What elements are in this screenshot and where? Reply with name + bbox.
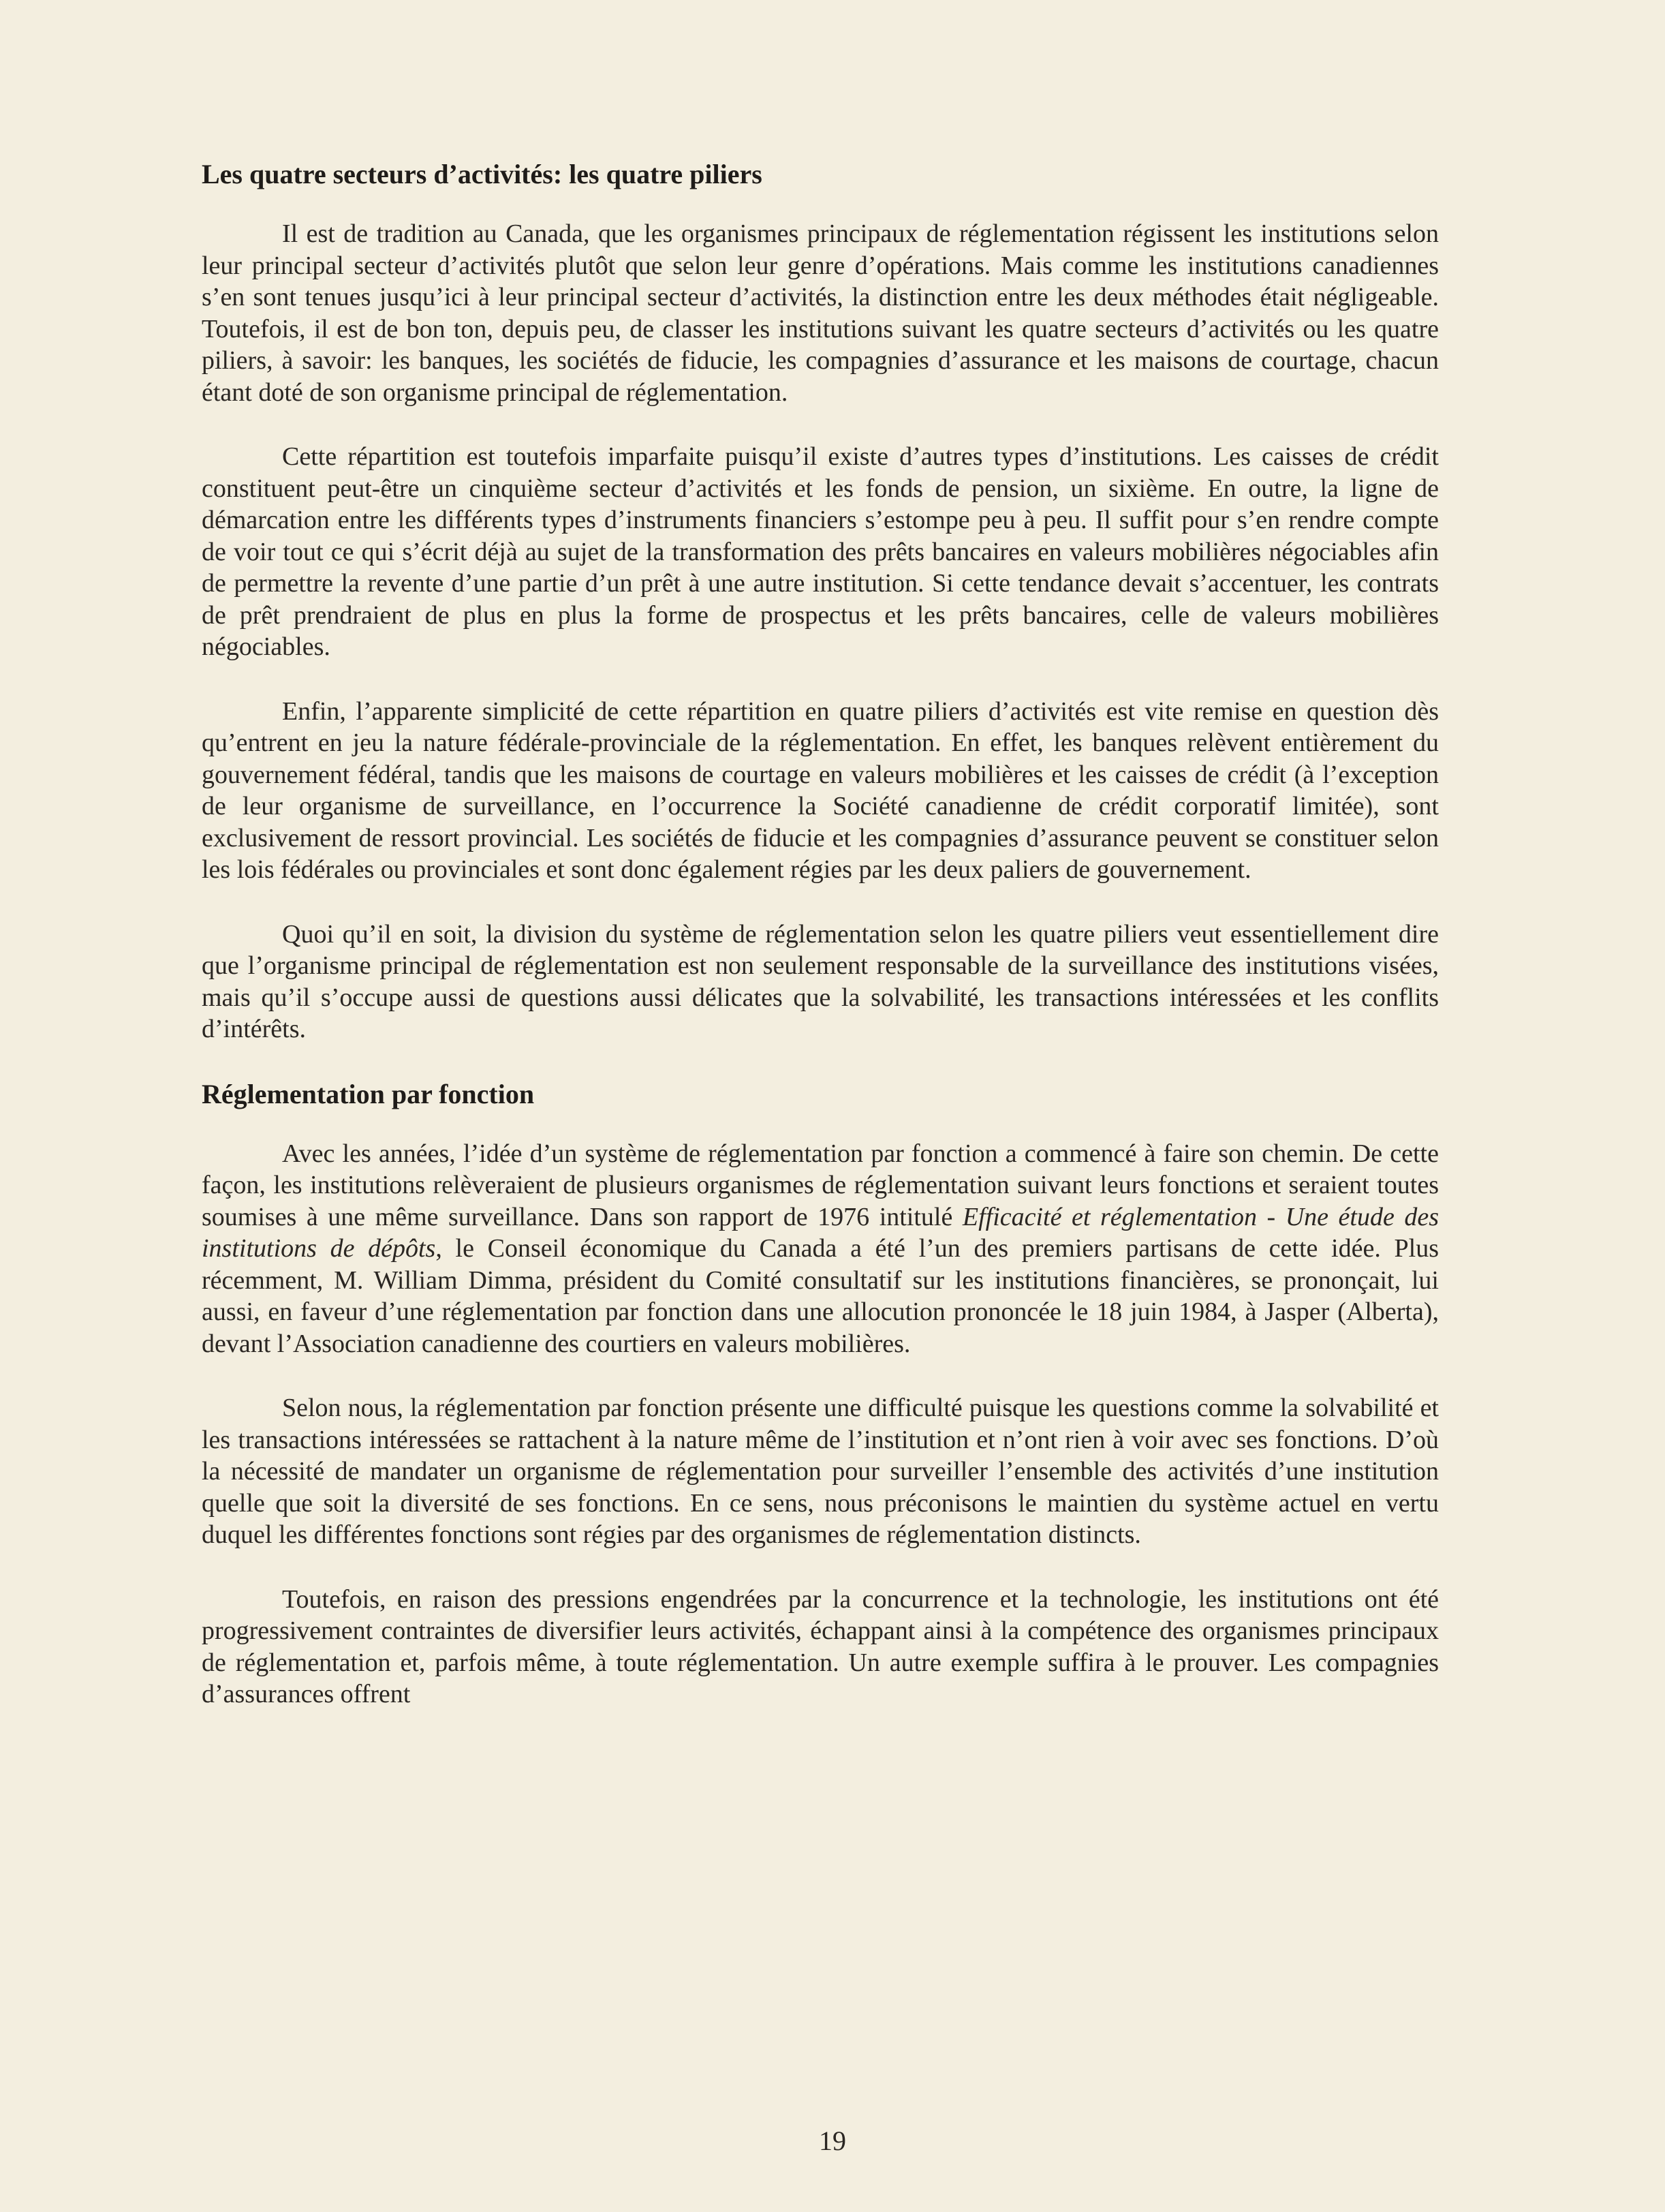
paragraph-1: Il est de tradition au Canada, que les organismes principaux de réglementation régissent les institutions selon leur principal secteur d’activités plutôt que selon leur genre d’opérations. Mais comme les institutions canadiennes s’en sont tenues jusqu’ici à leur principal secteur d’activités, la distinction entre les deux méthodes était négligeable. Toutefois, il est de bon ton, depuis peu, de classer les institutions suivant les quatre secteurs d’activités ou les quatre piliers, à savoir: les banques, les sociétés de fiducie, les compagnies d’assurance et les maisons de courtage, chacun étant doté de son organisme principal de réglementation.	[202, 219, 1439, 407]
page-number: 19	[819, 2125, 846, 2156]
paragraph-5-text-end: , le Conseil économique du Canada a été l’un des premiers partisans de cette idée. Plus récemment, M. William Dimma, président du Comité consultatif sur les institutions financières, se prononçait, lui aussi, en faveur d’une réglementation par fonction dans une allocution prononcée le 18 juin 1984, à Jasper (Alberta), devant l’Association canadienne des courtiers en valeurs mobilières.	[202, 1234, 1439, 1358]
section-heading-quatre-piliers: Les quatre secteurs d’activités: les quatre piliers	[202, 159, 762, 189]
section-heading-reglementation-par-fonction: Réglementation par fonction	[202, 1078, 535, 1109]
paragraph-4: Quoi qu’il en soit, la division du système de réglementation selon les quatre piliers veut essentiellement dire que l’organisme principal de réglementation est non seulement responsable de la surveillance des institutions visées, mais qu’il s’occupe aussi de questions aussi délicates que la solvabilité, les transactions intéressées et les conflits d’intérêts.	[202, 919, 1439, 1043]
paragraph-5	[202, 1138, 1439, 1360]
paragraph-7: Toutefois, en raison des pressions engendrées par la concurrence et la technologie, les institutions ont été progressivement contraintes de diversifier leurs activités, échappant ainsi à la compétence des organismes principaux de réglementation et, parfois même, à toute réglementation. Un autre exemple suffira à le prouver. Les compagnies d’assurances offrent	[202, 1584, 1439, 1708]
report-title-italic: Efficacité et réglementation - Une étude des institutions de dépôts	[202, 1202, 1439, 1263]
text-column	[202, 158, 1439, 1743]
paragraph-6: Selon nous, la réglementation par fonction présente une difficulté puisque les questions comme la solvabilité et les transactions intéressées se rattachent à la nature même de l’institution et n’ont rien à voir avec ses fonctions. D’où la nécessité de mandater un organisme de réglementation pour surveiller l’ensemble des activités d’une institution quelle que soit la diversité de ses fonctions. En ce sens, nous préconisons le maintien du système actuel en vertu duquel les différentes fonctions sont régies par des organismes de réglementation distincts.	[202, 1394, 1439, 1549]
paragraph-2: Cette répartition est toutefois imparfaite puisqu’il existe d’autres types d’institutions. Les caisses de crédit constituent peut-être un cinquième secteur d’activités et les fonds de pension, un sixième. En outre, la ligne de démarcation entre les différents types d’instruments financiers s’estompe peu à peu. Il suffit pour s’en rendre compte de voir tout ce qui s’écrit déjà au sujet de la transformation des prêts bancaires en valeurs mobilières négociables afin de permettre la revente d’une partie d’un prêt à une autre institution. Si cette tendance devait s’accentuer, les contrats de prêt prendraient de plus en plus la forme de prospectus et les prêts bancaires, celle de valeurs mobilières négociables.	[202, 442, 1439, 661]
paragraph-5-text-start: Avec les années, l’idée d’un système de réglementation par fonction a commencé à faire son chemin. De cette façon, les institutions relèveraient de plusieurs organismes de réglementation suivant leurs fonctions et seraient toutes soumises à une même surveillance. Dans son rapport de 1976 intitulé	[202, 1139, 1439, 1231]
paragraph-3: Enfin, l’apparente simplicité de cette répartition en quatre piliers d’activités est vite remise en question dès qu’entrent en jeu la nature fédérale-provinciale de la réglementation. En effet, les banques relèvent entièrement du gouvernement fédéral, tandis que les maisons de courtage en valeurs mobilières et les caisses de crédit (à l’exception de leur organisme de surveillance, en l’occurrence la Société canadienne de crédit corporatif limitée), sont exclusivement de ressort provincial. Les sociétés de fiducie et les compagnies d’assurance peuvent se constituer selon les lois fédérales ou provinciales et sont donc également régies par les deux paliers de gouvernement.	[202, 696, 1439, 884]
